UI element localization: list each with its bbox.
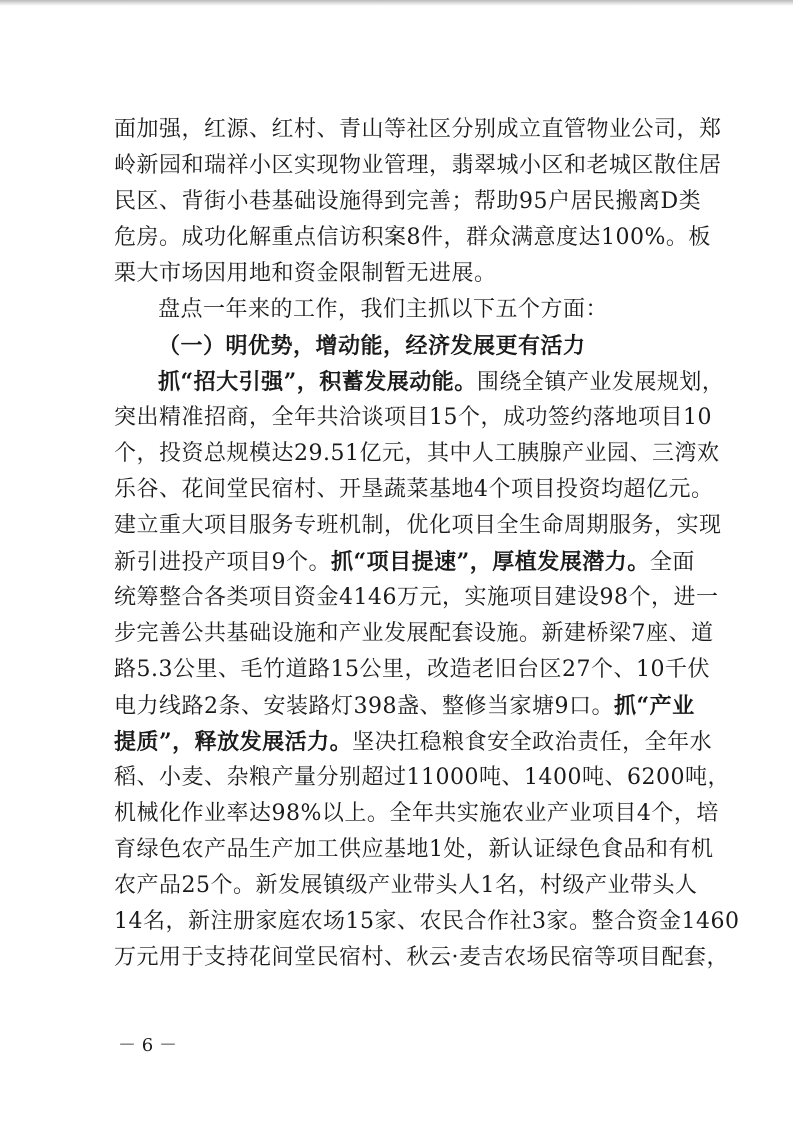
body-line: 危房。成功化解重点信访积案8件，群众满意度达100%。板 — [114, 225, 711, 250]
page-number-footer — [0, 1034, 793, 1058]
bold-lead: 提质”，释放发展活力。 — [114, 729, 353, 755]
bold-lead: 抓“产业 — [614, 693, 695, 719]
section-heading: （一）明优势，增动能，经济发展更有活力 — [158, 333, 586, 359]
bold-lead: 抓“项目提速”，厚植发展潜力。 — [331, 549, 650, 575]
body-line: 万元用于支持花间堂民宿村、秋云·麦吉农场民宿等项目配套， — [114, 945, 729, 970]
line-text: 坚决扛稳粮食安全政治责任，全年水 — [352, 730, 713, 755]
body-line: 个，投资总规模达29.51亿元，其中人工胰腺产业园、三湾欢 — [114, 441, 720, 466]
body-line: 突出精准招商，全年共洽谈项目15个，成功签约落地项目10 — [114, 405, 712, 430]
body-line: 岭新园和瑞祥小区实现物业管理，翡翠城小区和老城区散住居 — [114, 153, 722, 178]
line-text: 电力线路2条、安装路灯398盏、整修当家塘9口。 — [114, 694, 614, 719]
line-text: 围绕全镇产业发展规划， — [476, 370, 725, 395]
body-line: 路5.3公里、毛竹道路15公里，改造老旧台区27个、10千伏 — [114, 657, 710, 682]
line-text: 新引进投产项目9个。 — [114, 550, 331, 575]
body-line: 农产品25个。新发展镇级产业带头人1名，村级产业带头人 — [114, 873, 698, 898]
body-line — [114, 724, 713, 760]
page-number: － 6 － — [118, 1035, 177, 1056]
body-line — [114, 544, 694, 580]
body-line: 步完善公共基础设施和产业发展配套设施。新建桥梁7座、道 — [114, 621, 714, 646]
body-line: 栗大市场因用地和资金限制暂无进展。 — [114, 261, 497, 286]
body-line: 统筹整合各类项目资金4146万元，实施项目建设98个，进一 — [114, 585, 719, 610]
body-line: 建立重大项目服务专班机制，优化项目全生命周期服务，实现 — [114, 513, 722, 538]
body-line — [114, 688, 694, 724]
body-line: 乐谷、花间堂民宿村、开垦蔬菜基地4个项目投资均超亿元。 — [114, 477, 714, 502]
bold-lead: 抓“招大引强”，积蓄发展动能。 — [158, 369, 477, 395]
body-line: 14名，新注册家庭农场15家、农民合作社3家。整合资金1460 — [114, 909, 740, 934]
line-text: 全面 — [649, 550, 695, 575]
body-line: 机械化作业率达98%以上。全年共实施农业产业项目4个，培 — [114, 801, 719, 826]
body-line: 民区、背街小巷基础设施得到完善；帮助95户居民搬离D类 — [114, 189, 702, 214]
body-line: 稻、小麦、杂粮产量分别超过11000吨、1400吨、6200吨， — [114, 765, 730, 790]
page-top-edge — [0, 0, 793, 6]
body-line: 盘点一年来的工作，我们主抓以下五个方面： — [158, 297, 609, 322]
body-line — [114, 364, 725, 400]
body-line: 面加强，红源、红村、青山等社区分别成立直管物业公司，郑 — [114, 117, 722, 142]
document-page — [114, 112, 740, 976]
body-line: 育绿色农产品生产加工供应基地1处，新认证绿色食品和有机 — [114, 837, 714, 862]
